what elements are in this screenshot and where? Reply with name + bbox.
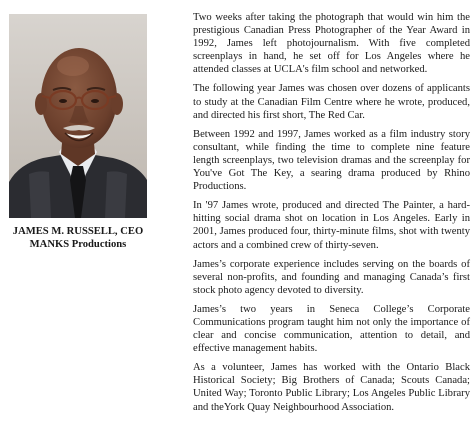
bio-paragraph-2: The following year James was chosen over dozens of applicants to study at the Canadian Film Centre where he wrote, produced, and directed his first short, The Red Car. (193, 83, 470, 121)
bio-text-column (193, 11, 470, 420)
bio-paragraph-3: Between 1992 and 1997, James worked as a film industry story consultant, while finding the time to complete nine feature length screenplays, two television dramas and the screenplay for You've Got The Key, a searing drama produced by Rhino Productions. (193, 128, 470, 193)
bio-paragraph-1: Two weeks after taking the photograph that would win him the prestigious Canadian Press Photographer of the Year Award in 1992, James left photojournalism. With five completed screenplays in hand, he set off for Los Angeles where he attended classes at UCLA's film school and networked. (193, 12, 470, 76)
bio-paragraph-4: In '97 James wrote, produced and directed The Painter, a hard-hitting social drama shot on location in Los Angeles. Early in 2001, James produced four, thirty-minute films, shot with twenty actors and a combined crew of thirty-seven. (193, 200, 470, 251)
portrait-photo (9, 14, 147, 218)
bio-paragraph-6: James’s two years in Seneca College’s Corporate Communications program taught him not only the importance of clear and concise communication, attention to detail, and effective management habits. (193, 303, 470, 355)
bio-paragraph-7: As a volunteer, James has worked with the Ontario Black Historical Society; Big Brothers of Canada; Scouts Canada; United Way; Toronto Public Library; Los Angeles Public Library and theYork Quay Neighbourhood Association. (193, 362, 470, 413)
caption-company: MANKS Productions (29, 238, 127, 250)
portrait-caption (6, 226, 150, 251)
profile-column (6, 14, 150, 251)
bio-paragraph-5: James’s corporate experience includes serving on the boards of several non-profits, and founding and managing Canada’s first stock photo agency devoted to diversity. (193, 258, 470, 296)
caption-name: JAMES M. RUSSELL, CEO (12, 226, 144, 237)
